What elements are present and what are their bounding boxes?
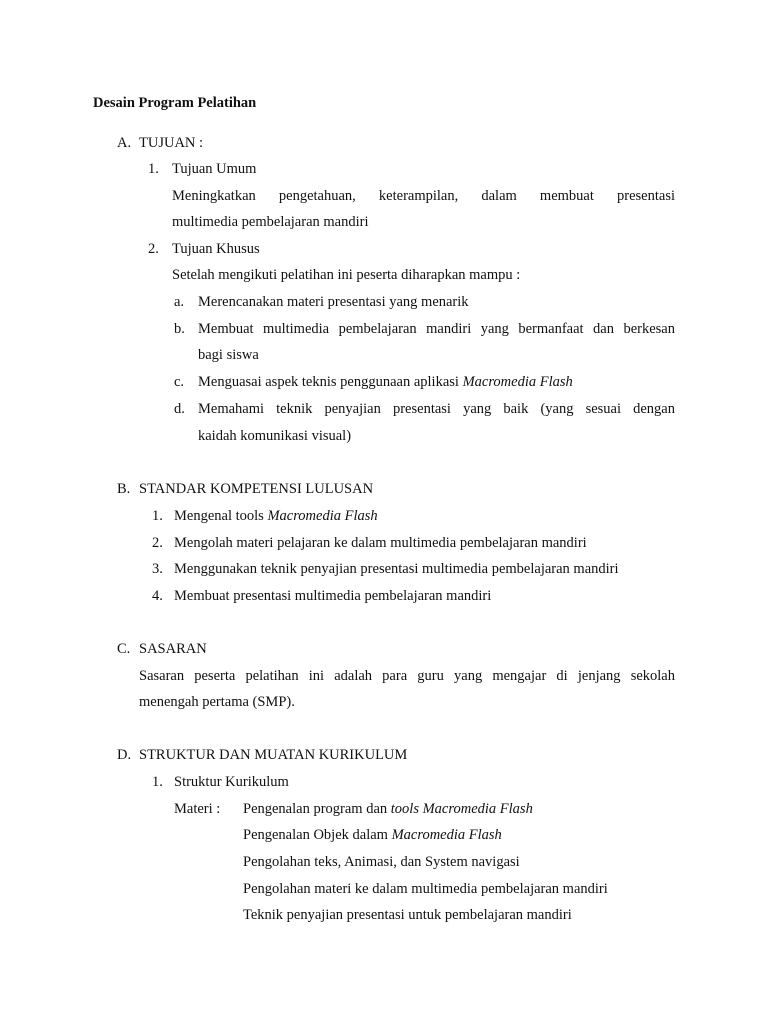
section-c-text-line2: menengah pertama (SMP). [139, 694, 295, 710]
section-b-heading: STANDAR KOMPETENSI LULUSAN [139, 481, 374, 497]
a-item-1-label: Tujuan Umum [172, 161, 257, 177]
a-subitem-b-line2: bagi siswa [198, 347, 259, 363]
section-c-text-line1: Sasaran peserta pelatihan ini adalah para guru yang mengajar di jenjang sekolah [139, 668, 675, 684]
a-subitem-c-mark: c. [174, 374, 185, 390]
b-item-2-number: 2. [152, 535, 163, 551]
document-title: Desain Program Pelatihan [93, 95, 257, 111]
materi-label: Materi : [174, 801, 221, 817]
a-subitem-d-line1: Memahami teknik penyajian presentasi yang baik (yang sesuai dengan [198, 401, 675, 417]
a-subitem-d-line2: kaidah komunikasi visual) [198, 428, 352, 444]
b-item-3-number: 3. [152, 561, 163, 577]
d-item-1-label: Struktur Kurikulum [174, 774, 289, 790]
a-subitem-a-mark: a. [174, 294, 185, 310]
a-item-2-label: Tujuan Khusus [172, 241, 260, 257]
b-item-3-text: Menggunakan teknik penyajian presentasi multimedia pembelajaran mandiri [174, 561, 619, 577]
b-item-4-number: 4. [152, 588, 163, 604]
a-subitem-a-text: Merencanakan materi presentasi yang menarik [198, 294, 469, 310]
b-item-4-text: Membuat presentasi multimedia pembelajaran mandiri [174, 588, 492, 604]
a-subitem-d-mark: d. [174, 401, 185, 417]
d-item-1-number: 1. [152, 774, 163, 790]
b-item-1-number: 1. [152, 508, 163, 524]
b-item-2-text: Mengolah materi pelajaran ke dalam multimedia pembelajaran mandiri [174, 535, 587, 551]
section-a-marker: A. [117, 135, 132, 151]
section-b-marker: B. [117, 481, 131, 497]
a-item-1-text-line2: multimedia pembelajaran mandiri [172, 214, 369, 230]
section-d-heading: STRUKTUR DAN MUATAN KURIKULUM [139, 747, 408, 763]
a-subitem-b-line1: Membuat multimedia pembelajaran mandiri yang bermanfaat dan berkesan [198, 321, 675, 337]
a-item-1-number: 1. [148, 161, 159, 177]
section-a-heading: TUJUAN : [139, 135, 204, 151]
section-d-marker: D. [117, 747, 132, 763]
a-subitem-b-mark: b. [174, 321, 185, 337]
a-item-2-intro: Setelah mengikuti pelatihan ini peserta diharapkan mampu : [172, 267, 521, 283]
a-item-2-number: 2. [148, 241, 159, 257]
a-subitem-c-text: Menguasai aspek teknis penggunaan aplikasi Macromedia Flash [198, 374, 573, 390]
section-c-heading: SASARAN [139, 641, 207, 657]
materi-item-4: Pengolahan materi ke dalam multimedia pembelajaran mandiri [243, 881, 608, 897]
section-c-marker: C. [117, 641, 131, 657]
a-item-1-text-line1: Meningkatkan pengetahuan, keterampilan, dalam membuat presentasi [172, 188, 675, 204]
materi-item-3: Pengolahan teks, Animasi, dan System navigasi [243, 854, 520, 870]
b-item-1-text: Mengenal tools Macromedia Flash [174, 508, 378, 524]
materi-item-1: Pengenalan program dan tools Macromedia Flash [243, 801, 533, 817]
materi-item-2: Pengenalan Objek dalam Macromedia Flash [243, 827, 502, 843]
materi-item-5: Teknik penyajian presentasi untuk pembelajaran mandiri [243, 907, 572, 923]
